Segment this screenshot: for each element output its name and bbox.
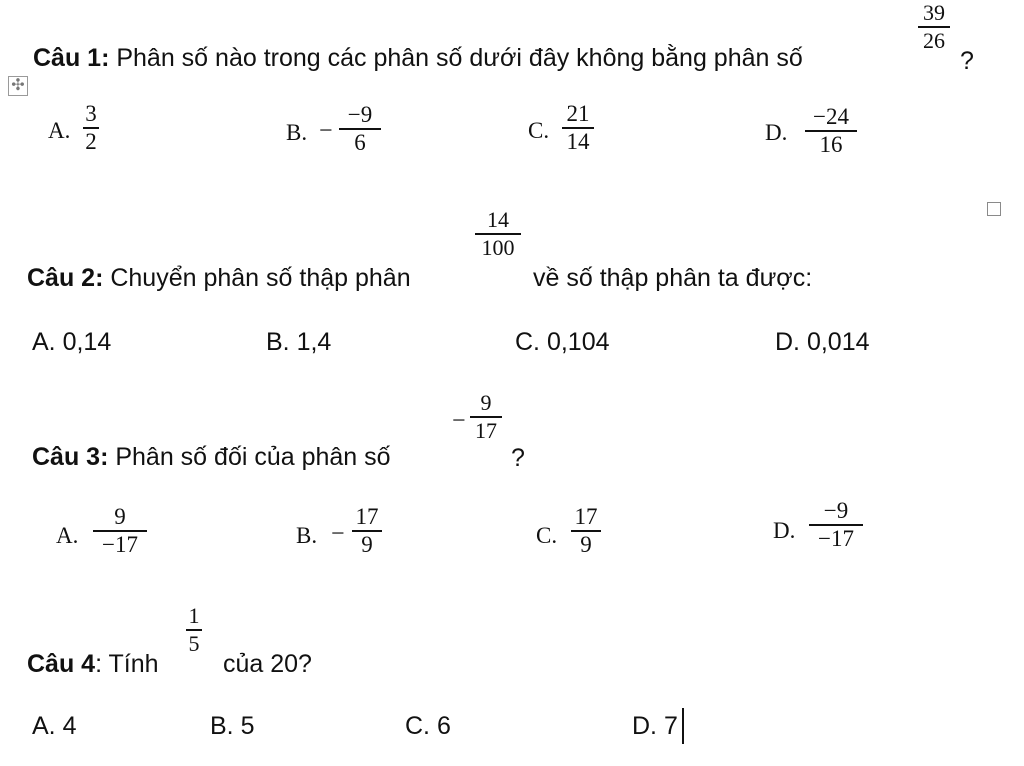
question-3-label: Câu 3: [32,443,109,471]
q2-option-c[interactable]: C. 0,104 [515,328,610,356]
question-3-text: Câu 3: Phân số đối của phân số [32,443,391,471]
q2-option-a[interactable]: A. 0,14 [32,328,112,356]
q3-option-d-label[interactable]: D. [773,518,796,543]
q1-option-c-fraction[interactable]: 21 14 [562,101,594,155]
q1-option-c-label[interactable]: C. [528,118,550,143]
question-4-fraction: 1 5 [186,603,202,657]
move-handle-icon[interactable]: ✣ [8,76,28,96]
q1-option-a-label[interactable]: A. [48,118,71,143]
q4-option-a[interactable]: A. 4 [32,712,77,740]
q1-option-d-fraction[interactable]: −24 16 [805,104,857,158]
q4-option-d[interactable]: D. 7 [632,712,678,740]
q1-option-b-fraction[interactable]: −9 6 [339,102,381,156]
question-2-text: Câu 2: Chuyển phân số thập phân [27,264,411,292]
question-4-suffix: của 20? [223,650,312,678]
q3-option-a-label[interactable]: A. [56,523,79,548]
q3-option-b-sign: − [331,521,345,547]
q3-option-a-fraction[interactable]: 9 −17 [93,504,147,558]
q2-option-b[interactable]: B. 1,4 [266,328,332,356]
q4-option-b[interactable]: B. 5 [210,712,255,740]
q3-option-c-fraction[interactable]: 17 9 [571,504,601,558]
checkbox-icon[interactable] [987,202,1001,216]
q4-option-c[interactable]: C. 6 [405,712,451,740]
question-2-suffix: về số thập phân ta được: [533,264,813,292]
question-1-suffix: ? [960,47,974,75]
question-1-text: Câu 1: Phân số nào trong các phân số dưới đây không bằng phân số [33,44,803,72]
q1-option-b-label[interactable]: B. [286,120,308,145]
q1-option-a-fraction[interactable]: 3 2 [83,101,99,155]
question-3-suffix: ? [511,444,525,472]
question-2-fraction: 14 100 [475,207,521,261]
q3-option-b-label[interactable]: B. [296,523,318,548]
question-2-label: Câu 2: [27,264,104,292]
question-1-label: Câu 1: [33,44,110,72]
question-3-fraction-sign: − [452,408,466,434]
question-4-text: Câu 4: Tính [27,650,159,678]
question-4-label: Câu 4 [27,650,96,678]
q1-option-b-sign: − [319,118,333,144]
q1-option-d-label[interactable]: D. [765,120,788,145]
q3-option-b-fraction[interactable]: 17 9 [352,504,382,558]
q2-option-d[interactable]: D. 0,014 [775,328,870,356]
q3-option-d-fraction[interactable]: −9 −17 [809,498,863,552]
q3-option-c-label[interactable]: C. [536,523,558,548]
question-1-fraction: 39 26 [918,0,950,54]
question-3-fraction: 9 17 [470,390,502,444]
text-cursor-icon [682,708,684,744]
